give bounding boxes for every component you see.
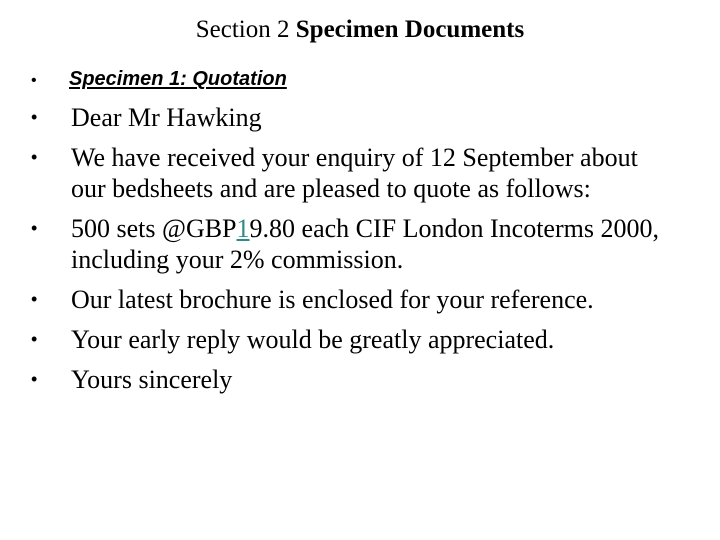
list-item bbox=[31, 213, 671, 275]
bullet-icon: • bbox=[31, 289, 38, 309]
list-item bbox=[31, 102, 671, 133]
reply-text: Your early reply would be greatly appreciated. bbox=[71, 325, 555, 354]
bullet-icon: • bbox=[31, 329, 38, 349]
brochure-text: Our latest brochure is enclosed for your reference. bbox=[71, 285, 594, 314]
list-item bbox=[31, 142, 671, 204]
price-quote-before: 500 sets @GBP bbox=[71, 214, 237, 243]
slide-title bbox=[0, 14, 720, 46]
title-bold: Specimen Documents bbox=[295, 16, 525, 43]
enquiry-text: We have received your enquiry of 12 September about our bedsheets and are pleased to quote as follows: bbox=[71, 143, 638, 203]
list-item bbox=[31, 324, 671, 355]
price-quote bbox=[71, 213, 671, 275]
price-quote-after: 9.80 each CIF London Incoterms 2000, including your 2% commission. bbox=[71, 214, 659, 274]
subtitle-row bbox=[31, 66, 287, 92]
bullet-icon: • bbox=[31, 107, 38, 127]
title-prefix: Section 2 bbox=[195, 16, 290, 43]
list-item bbox=[31, 284, 671, 315]
price-quote-highlight: 1 bbox=[236, 214, 250, 243]
bullet-icon: • bbox=[31, 72, 37, 89]
greeting: Dear Mr Hawking bbox=[71, 103, 262, 132]
bullet-list bbox=[31, 102, 671, 404]
bullet-icon: • bbox=[31, 147, 38, 167]
bullet-icon: • bbox=[31, 218, 38, 238]
bullet-icon: • bbox=[31, 369, 38, 389]
list-item bbox=[31, 364, 671, 395]
closing: Yours sincerely bbox=[71, 365, 233, 394]
subtitle: Specimen 1: Quotation bbox=[69, 68, 287, 90]
